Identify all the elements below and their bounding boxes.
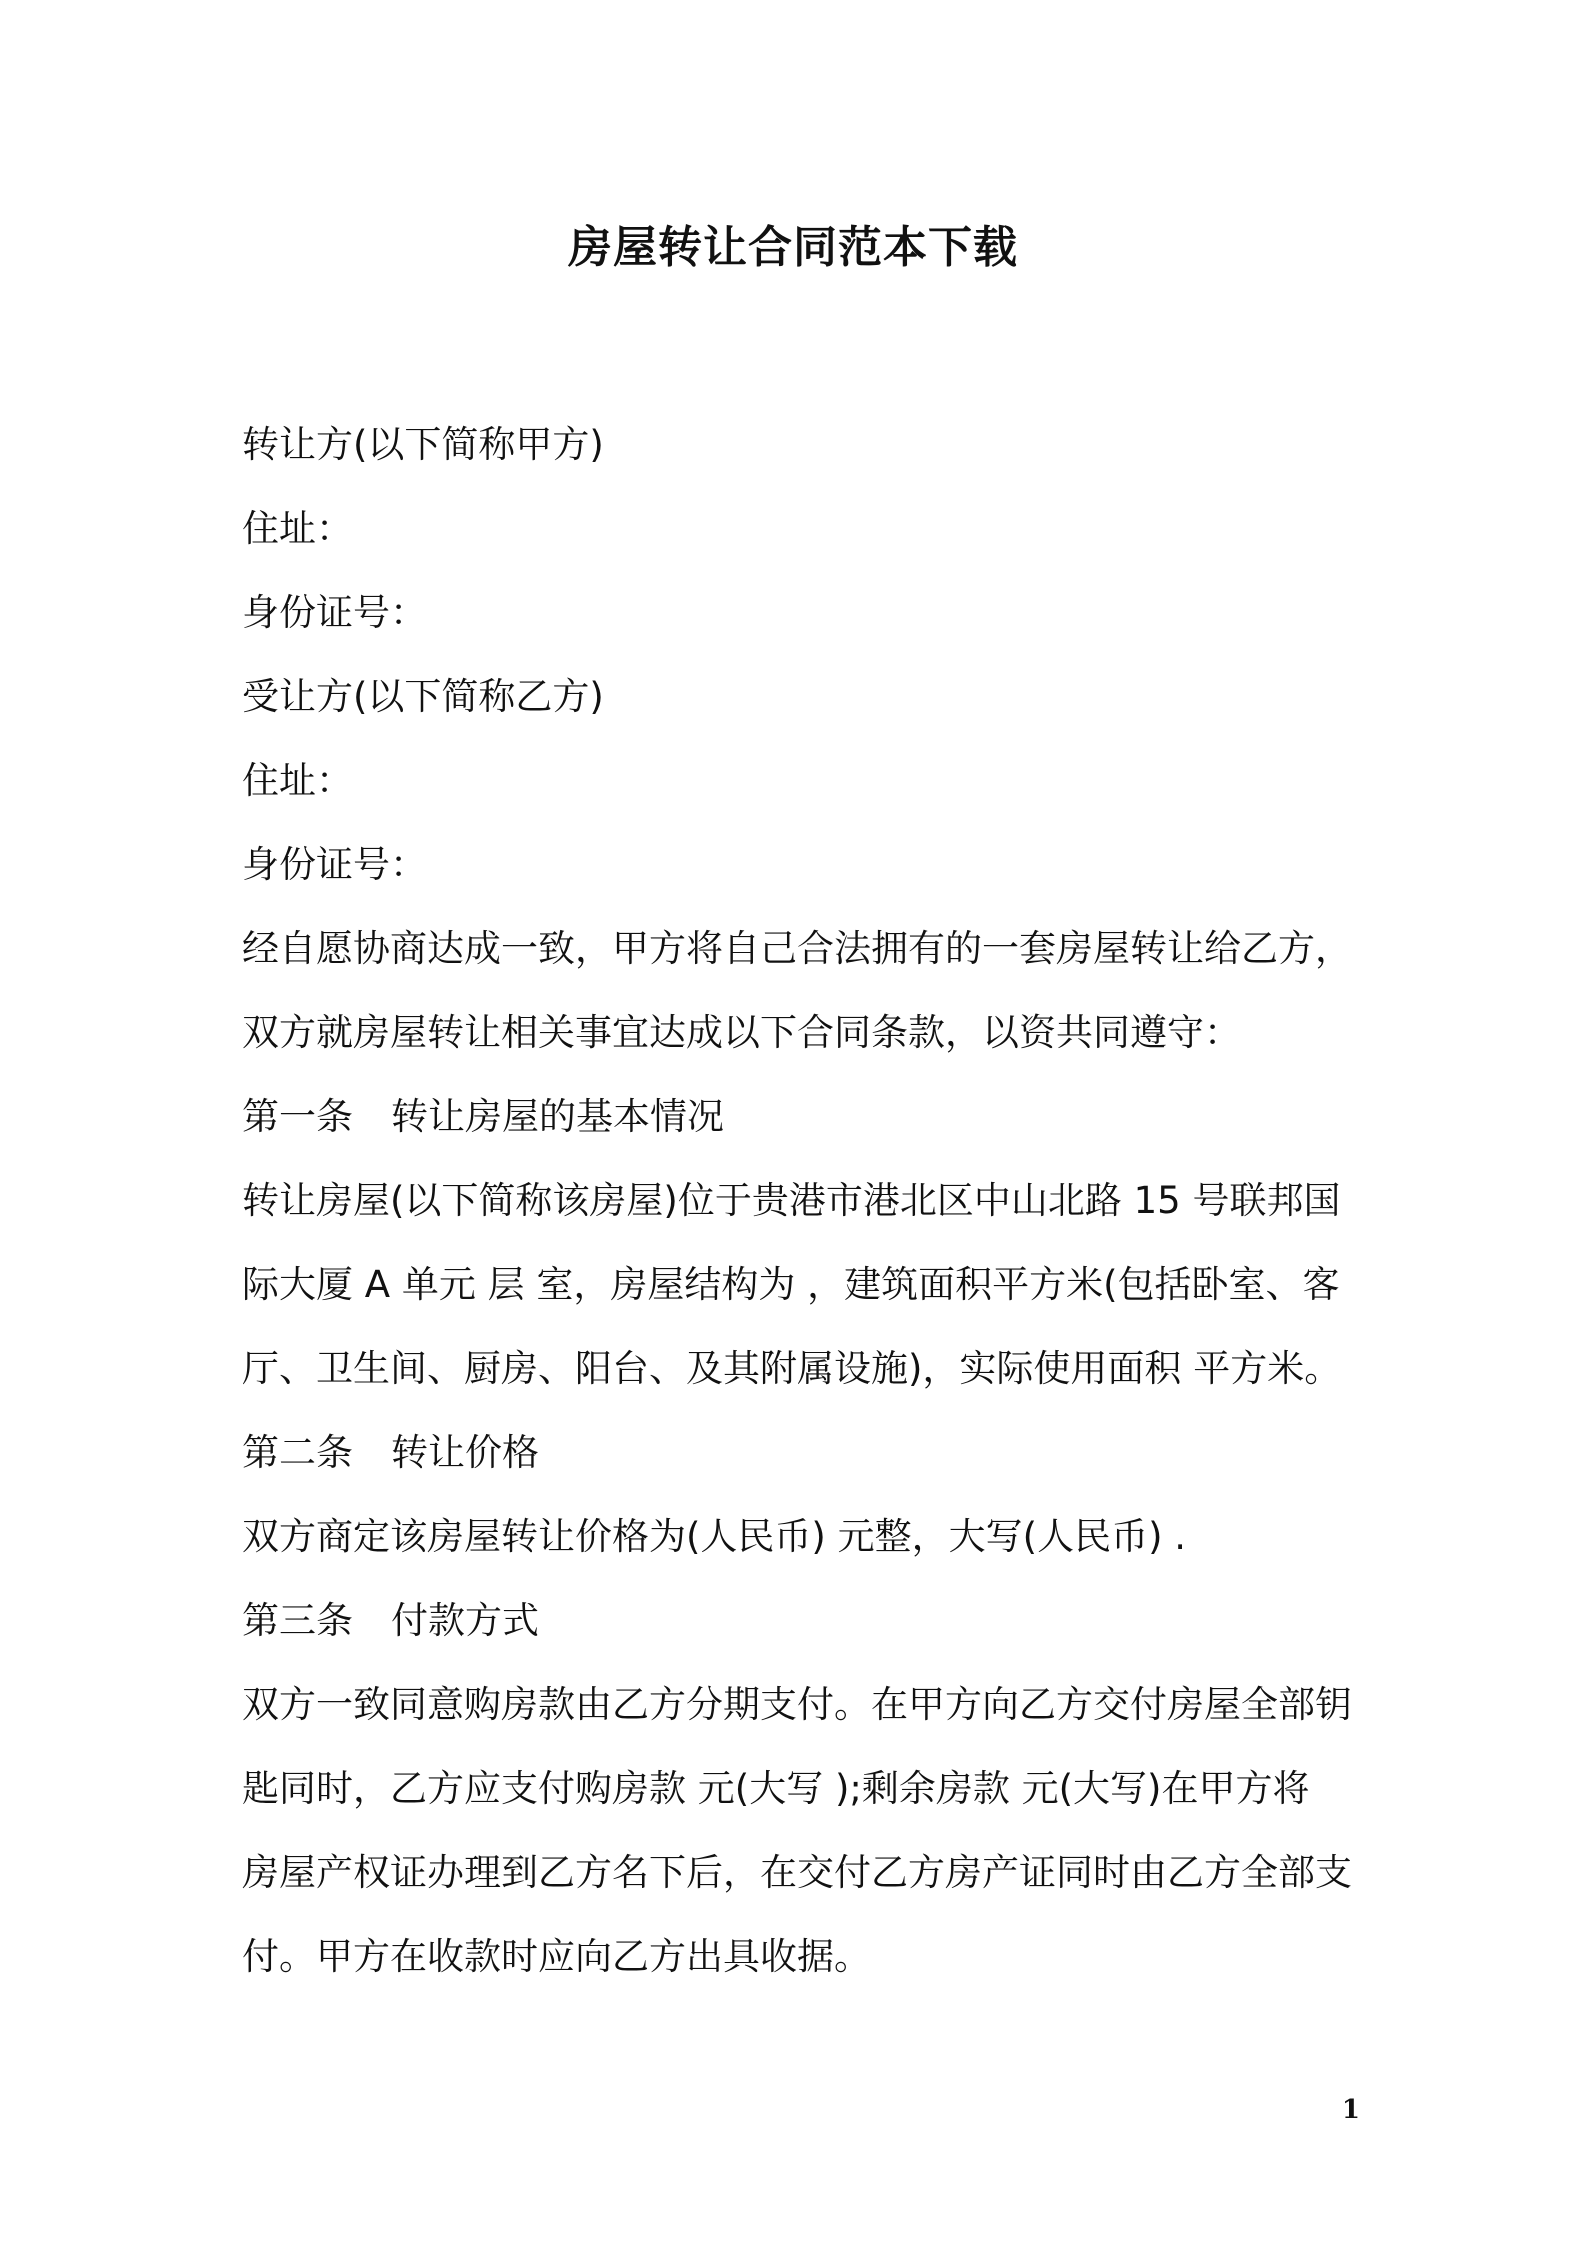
article-3-line: 匙同时，乙方应支付购房款 元(大写 );剩余房款 元(大写)在甲方将 [242,1767,1310,1810]
article-3-line: 付。甲方在收款时应向乙方出具收据。 [242,1935,871,1978]
transferor-address-line: 住址： [242,507,353,550]
article-3-line: 双方一致同意购房款由乙方分期支付。在甲方向乙方交付房屋全部钥 [242,1683,1352,1726]
article-3-title: 付款方式 [391,1599,539,1642]
transferor-line: 转让方(以下简称甲方) [242,423,604,466]
article-1-title: 转让房屋的基本情况 [391,1095,724,1138]
preamble-line: 经自愿协商达成一致，甲方将自己合法拥有的一套房屋转让给乙方， [242,927,1352,970]
article-3-number: 第三条 [242,1599,353,1642]
document-body [242,403,1362,1999]
article-1-line: 厅、卫生间、厨房、阳台、及其附属设施)，实际使用面积 平方米。 [242,1347,1342,1390]
article-2-number: 第二条 [242,1431,353,1474]
article-2-line: 双方商定该房屋转让价格为(人民币) 元整，大写(人民币) . [242,1515,1187,1558]
transferee-line: 受让方(以下简称乙方) [242,675,604,718]
article-3-heading [242,1579,1362,1663]
article-3-line: 房屋产权证办理到乙方名下后，在交付乙方房产证同时由乙方全部支 [242,1851,1352,1894]
article-2-title: 转让价格 [391,1431,539,1474]
article-1-line: 转让房屋(以下简称该房屋)位于贵港市港北区中山北路 15 号联邦国 [242,1179,1341,1222]
preamble-line: 双方就房屋转让相关事宜达成以下合同条款，以资共同遵守： [242,1011,1241,1054]
article-1-line: 际大厦 A 单元 层 室，房屋结构为 ，建筑面积平方米(包括卧室、客 [242,1263,1340,1306]
page-number: 1 [1341,2095,1360,2125]
transferor-id-line: 身份证号： [242,591,427,634]
transferee-address-line: 住址： [242,759,353,802]
article-1-heading [242,1075,1362,1159]
document-title: 房屋转让合同范本下载 [568,222,1018,273]
article-2-heading [242,1411,1362,1495]
transferee-id-line: 身份证号： [242,843,427,886]
article-1-number: 第一条 [242,1095,353,1138]
